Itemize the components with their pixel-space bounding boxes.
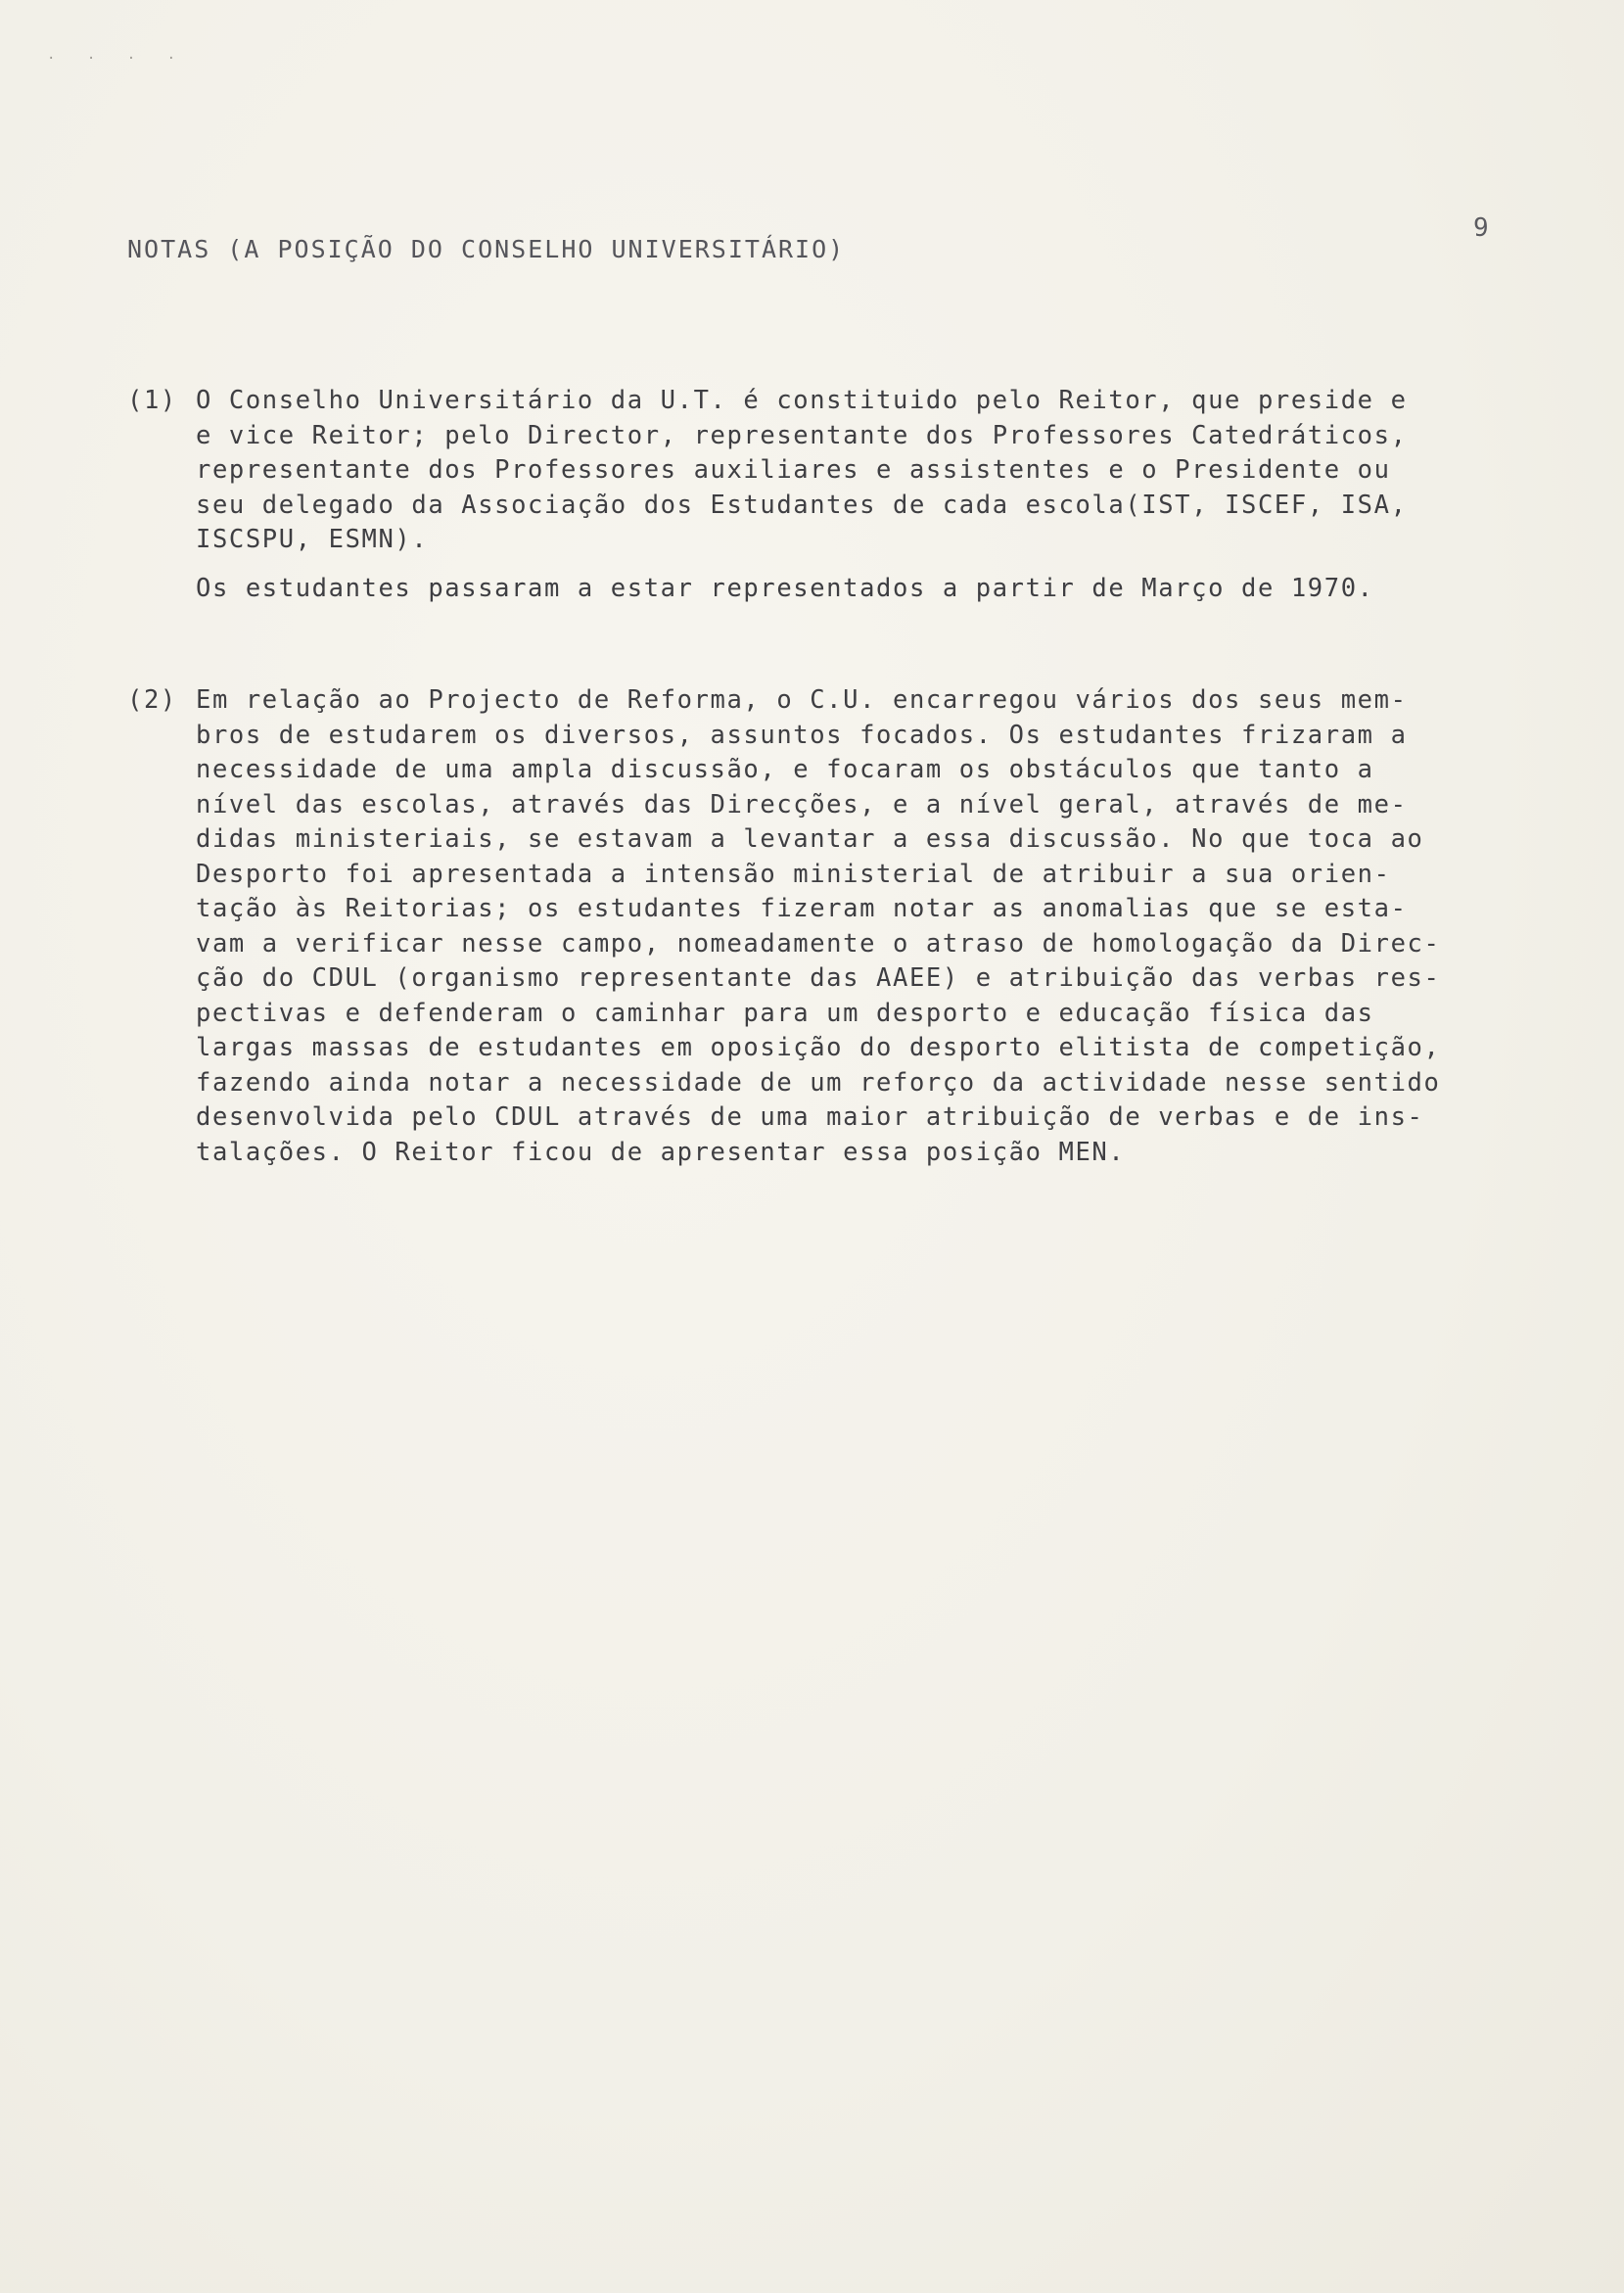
note-2-line: tação às Reitorias; os estudantes fizeram notar as anomalias que se esta-: [196, 894, 1408, 923]
note-2-line: largas massas de estudantes em oposição do desporto elitista de competição,: [196, 1033, 1441, 1062]
note-2-line: Em relação ao Projecto de Reforma, o C.U. encarregou vários dos seus mem-: [196, 685, 1408, 715]
note-2-line: fazendo ainda notar a necessidade de um reforço da actividade nesse sentido: [196, 1067, 1441, 1098]
paper-specks: · · · ·: [47, 51, 188, 67]
note-2-line: bros de estudarem os diversos, assuntos focados. Os estudantes frizaram a: [196, 720, 1408, 750]
note-1-body: [196, 384, 1624, 558]
note-1-number: (1): [127, 386, 177, 415]
note-2-line: vam a verificar nesse campo, nomeadamente o atraso de homologação da Direc-: [196, 928, 1441, 959]
note-2-line: didas ministeriais, se estavam a levantar a essa discussão. No que toca ao: [196, 824, 1424, 854]
note-1-extra-paragraph: Os estudantes passaram a estar representados a partir de Março de 1970.: [196, 574, 1374, 603]
page-number: 9: [1473, 213, 1489, 243]
note-1-line: e vice Reitor; pelo Director, representante dos Professores Catedráticos,: [196, 420, 1408, 450]
note-2-line: pectivas e defenderam o caminhar para um desporto e educação física das: [196, 998, 1374, 1028]
note-2-line: ção do CDUL (organismo representante das AAEE) e atribuição das verbas res-: [196, 963, 1441, 993]
note-1-line: representante dos Professores auxiliares e assistentes e o Presidente ou: [196, 455, 1391, 485]
note-2-line: nível das escolas, através das Direcções, e a nível geral, através de me-: [196, 789, 1408, 819]
note-1-line: ISCSPU, ESMN).: [196, 525, 429, 554]
note-1-line: seu delegado da Associação dos Estudantes de cada escola(IST, ISCEF, ISA,: [196, 490, 1408, 520]
page-title: NOTAS (A POSIÇÃO DO CONSELHO UNIVERSITÁRIO): [127, 235, 846, 263]
note-2-line: necessidade de uma ampla discussão, e focaram os obstáculos que tanto a: [196, 755, 1374, 784]
note-1-line: O Conselho Universitário da U.T. é constituido pelo Reitor, que preside e: [196, 386, 1408, 415]
note-2-body: [196, 683, 1624, 1170]
note-2-line: talações. O Reitor ficou de apresentar essa posição MEN.: [196, 1137, 1126, 1167]
note-2-line: Desporto foi apresentada a intensão ministerial de atribuir a sua orien-: [196, 859, 1391, 889]
note-2-line: desenvolvida pelo CDUL através de uma maior atribuição de verbas e de ins-: [196, 1102, 1424, 1132]
note-2-number: (2): [127, 685, 177, 715]
